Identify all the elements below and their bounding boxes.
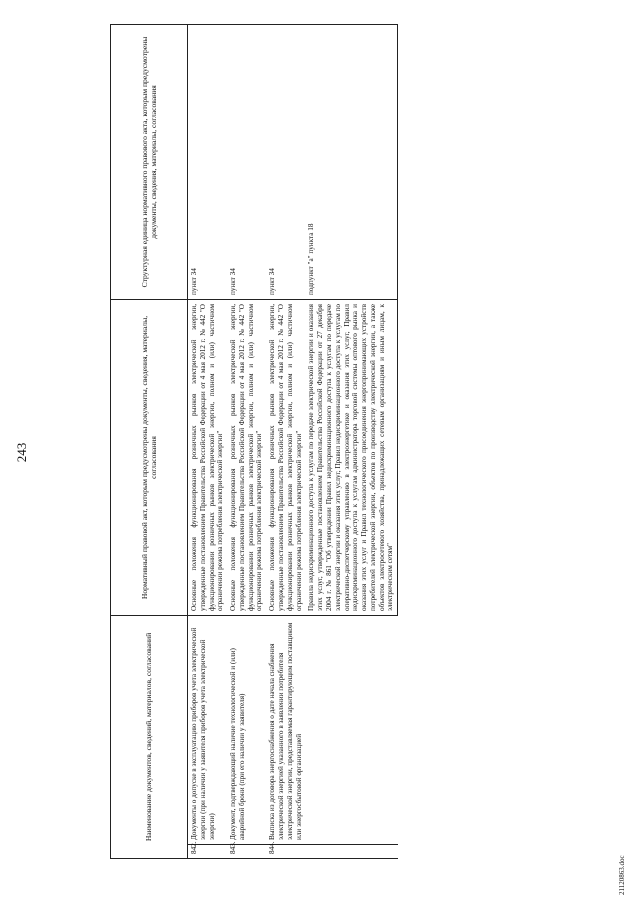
- row-legal-act: Основные положения функционирования розничных рынков электрической энергии, утвержденные постановлением Правительства Российской Федерации от 4 мая 2012 г. № 442 "О функционировании розничных рынков электрической энергии, полном и (или) частичном ограничении режима потребления электрической энергии": [266, 300, 305, 616]
- row-document-name: Документы о допуске в эксплуатацию приборов учета электрической энергии (при наличии у заявителя приборов учета электрической энергии): [188, 616, 228, 845]
- header-unit: Структурная единица нормативного правового акта, которым предусмотрены документы, сведения, материалы, согласования: [111, 25, 188, 300]
- table-row: [227, 25, 266, 859]
- header-act: Нормативный правовой акт, которым предусмотрены документы, сведения, материалы, согласования: [111, 300, 188, 616]
- table-row: [266, 25, 305, 859]
- documents-table: [110, 24, 398, 859]
- row-number: 844.: [266, 845, 397, 859]
- row-document-name: Документ, подтверждающий наличие технологической и (или) аварийной брони (при его наличии у заявителя): [227, 616, 266, 845]
- header-name: Наименование документов, сведений, материалов, согласований: [111, 616, 188, 859]
- row-structural-unit-secondary: подпункт "а" пункта 18: [305, 25, 397, 300]
- row-legal-act-secondary: Правила недискриминационного доступа к услугам по передаче электрической энергии и оказания этих услуг, утвержденные постановлением Правительства Российской Федерации от 27 декабря 2004 г. № 861 "Об утверждении Правил недискриминационного доступа к услугам по передаче электрической энергии и оказания этих услуг, Правил недискриминационного доступа к услугам по оперативно-диспетчерскому управлению в электроэнергетике и оказания этих услуг, Правил недискриминационного доступа к услугам администратора торговой системы оптового рынка и оказания этих услуг и Правил технологического присоединения энергопринимающих устройств потребителей электрической энергии, объектов по производству электрической энергии, а также объектов электросетевого хозяйства, принадлежащих сетевым организациям и иным лицам, к электрическим сетям": [305, 300, 397, 616]
- row-document-name: Выписка из договора энергоснабжения о дате начала снабжения электрической энергией указанного в заявлении потребителя электрической энергии, представляемая гарантирующим поставщиком или энергосбытовой организацией: [266, 616, 397, 845]
- row-number: 842.: [188, 845, 228, 859]
- document-file-code: 21120863.doc: [618, 855, 626, 895]
- row-legal-act: Основные положения функционирования розничных рынков электрической энергии, утвержденные постановлением Правительства Российской Федерации от 4 мая 2012 г. № 442 "О функционировании розничных рынков электрической энергии, полном и (или) частичном ограничении режима потребления электрической энергии": [227, 300, 266, 616]
- row-number: 843.: [227, 845, 266, 859]
- row-structural-unit: пункт 34: [227, 25, 266, 300]
- page-number: 243: [14, 442, 29, 463]
- row-structural-unit: пункт 34: [188, 25, 228, 300]
- row-legal-act: Основные положения функционирования розничных рынков электрической энергии, утвержденные постановлением Правительства Российской Федерации от 4 мая 2012 г. № 442 "О функционировании розничных рынков электрической энергии, полном и (или) частичном ограничении режима потребления электрической энергии": [188, 300, 228, 616]
- table-header-row: [111, 25, 188, 859]
- row-structural-unit: пункт 34: [266, 25, 305, 300]
- table-row: [188, 25, 228, 859]
